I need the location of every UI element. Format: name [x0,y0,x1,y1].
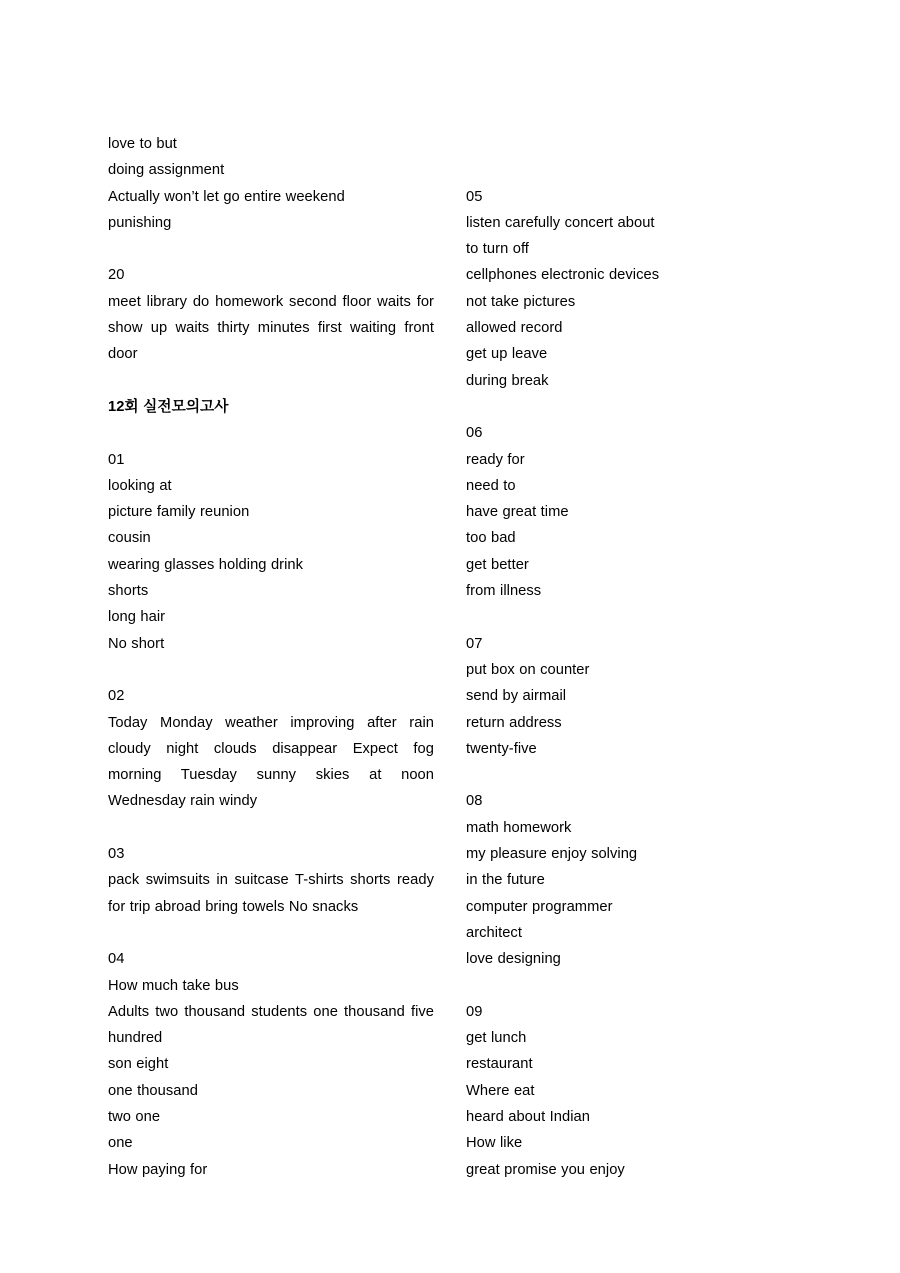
text-line: love to but [108,136,177,152]
text-line: in the future [466,872,545,889]
text-line: pack swimsuits in suitcase T-shirts shorts ready for trip abroad bring towels No snacks [108,872,434,915]
text-line: too bad [466,530,516,547]
text-line: during break [466,372,549,389]
continuation-block [108,131,434,236]
text-line: looking at [108,477,172,494]
text-line: twenty-five [466,740,537,757]
text-line: to turn off [466,241,529,258]
text-line: one thousand [108,1082,198,1099]
text-line: cousin [108,530,151,547]
text-line: not take pictures [466,293,576,310]
text-line: need to [466,477,516,494]
question-07 [466,631,792,762]
text-line: great promise you enjoy [466,1161,625,1178]
text-line: get lunch [466,1030,527,1047]
text-line: 06 [466,425,483,442]
text-line: 09 [466,1003,483,1020]
question-09 [466,999,792,1183]
text-line: architect [466,924,522,941]
text-line: ready for [466,451,525,468]
text-line: wearing glasses holding drink [108,556,304,573]
text-line: How like [466,1135,523,1152]
section-heading-12 [108,394,434,420]
text-line: allowed record [466,320,563,337]
text-line: 20 [108,267,125,284]
text-line: my pleasure enjoy solving [466,846,638,863]
text-line: from illness [466,583,542,600]
text-line: send by airmail [466,688,567,705]
two-column-body [108,131,792,1183]
text-line: one [108,1135,133,1152]
text-line: cellphones electronic devices [466,267,660,284]
left-column [108,131,434,1183]
text-line: 02 [108,688,125,705]
text-line: 04 [108,951,125,968]
text-line: Today Monday weather improving after rain cloudy night clouds disappear Expect fog morning Tuesday sunny skies at noon Wednesday rain windy [108,714,434,810]
text-line: Adults two thousand students one thousand five hundred [108,1003,434,1047]
text-line: How paying for [108,1161,208,1178]
question-20 [108,262,434,367]
text-line: long hair [108,609,166,626]
text-line: punishing [108,214,172,231]
text-line: 03 [108,846,125,863]
text-line: doing assignment [108,162,225,179]
question-02 [108,683,434,814]
question-03 [108,841,434,920]
text-line: two one [108,1108,161,1125]
text-line: 05 [466,188,483,205]
text-line: Actually won’t let go entire weekend [108,188,345,205]
text-line: How much take bus [108,977,239,994]
question-05 [466,184,792,394]
question-08 [466,788,792,972]
question-01 [108,447,434,657]
question-06 [466,420,792,604]
text-line: picture family reunion [108,504,250,521]
text-line: 07 [466,635,483,652]
text-line [466,131,792,157]
text-line: listen carefully concert about [466,214,655,231]
text-line: heard about Indian [466,1108,590,1125]
text-line: get up leave [466,346,548,363]
text-line: shorts [108,583,149,600]
text-line: No short [108,635,165,652]
text-line: get better [466,556,529,573]
text-line: meet library do homework second floor waits for show up waits thirty minutes first waiting front door [108,293,434,363]
text-line: son eight [108,1056,169,1073]
text-line: 08 [466,793,483,810]
text-line: love designing [466,951,561,968]
text-line: have great time [466,504,569,521]
right-column [466,131,792,1183]
text-line: computer programmer [466,898,613,915]
text-line: put box on counter [466,661,590,678]
text-line: 01 [108,451,125,468]
text-line: restaurant [466,1056,533,1073]
spacer-top [466,131,792,157]
section-heading: 12회 실전모의고사 [108,398,229,415]
text-line: math homework [466,819,572,836]
text-line: return address [466,714,562,731]
text-line: Where eat [466,1082,535,1099]
question-04 [108,946,434,1183]
